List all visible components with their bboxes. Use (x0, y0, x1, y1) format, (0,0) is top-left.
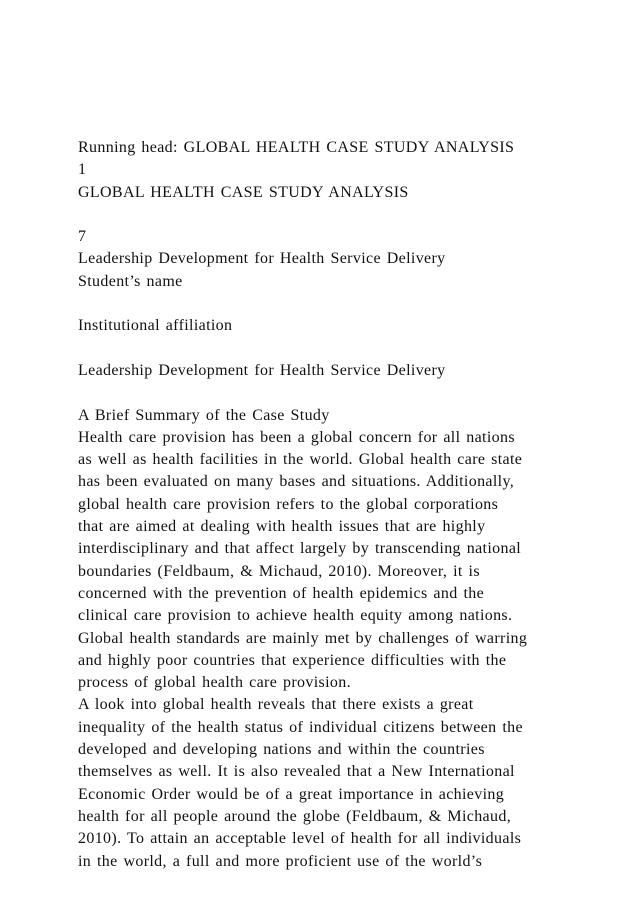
body-line: inequality of the health status of individual citizens between the (78, 718, 523, 736)
blank-line (78, 338, 598, 360)
body-line: global health care provision refers to the global corporations (78, 495, 499, 513)
body-line: has been evaluated on many bases and situations. Additionally, (78, 473, 515, 491)
body-line: A look into global health reveals that there exists a great (78, 696, 474, 714)
body-line: that are aimed at dealing with health issues that are highly (78, 518, 486, 536)
student-name: Student’s name (78, 272, 183, 290)
page-number: 7 (78, 228, 87, 246)
body-line: as well as health facilities in the world. Global health care state (78, 451, 523, 469)
blank-line (78, 293, 598, 315)
body-line: themselves as well. It is also revealed that a New International (78, 763, 515, 781)
blank-line (78, 382, 598, 404)
body-line: Global health standards are mainly met by challenges of warring (78, 629, 528, 647)
body-line: Health care provision has been a global concern for all nations (78, 428, 515, 446)
body-line: clinical care provision to achieve health equity among nations. (78, 607, 513, 625)
body-line: process of global health care provision. (78, 674, 351, 692)
blank-line (78, 204, 598, 226)
body-line: interdisciplinary and that affect largely by transcending national (78, 540, 522, 558)
body-line: and highly poor countries that experience difficulties with the (78, 651, 507, 669)
running-head: Running head: GLOBAL HEALTH CASE STUDY ANALYSIS (78, 139, 515, 156)
document-text (78, 137, 598, 873)
body-line: boundaries (Feldbaum, & Michaud, 2010). Moreover, it is (78, 562, 480, 580)
header-title: GLOBAL HEALTH CASE STUDY ANALYSIS (78, 183, 409, 201)
section-heading: A Brief Summary of the Case Study (78, 406, 330, 424)
document-title-repeat: Leadership Development for Health Service Delivery (78, 361, 446, 379)
body-line: in the world, a full and more proficient use of the world’s (78, 852, 483, 870)
page-number: 1 (78, 161, 87, 179)
body-line: 2010). To attain an acceptable level of health for all individuals (78, 830, 522, 848)
body-line: developed and developing nations and within the countries (78, 741, 485, 759)
body-line: Economic Order would be of a great importance in achieving (78, 785, 505, 803)
institutional-affiliation: Institutional affiliation (78, 317, 233, 335)
body-line: health for all people around the globe (Feldbaum, & Michaud, (78, 807, 512, 825)
document-title: Leadership Development for Health Service Delivery (78, 250, 446, 268)
body-line: concerned with the prevention of health epidemics and the (78, 584, 485, 602)
